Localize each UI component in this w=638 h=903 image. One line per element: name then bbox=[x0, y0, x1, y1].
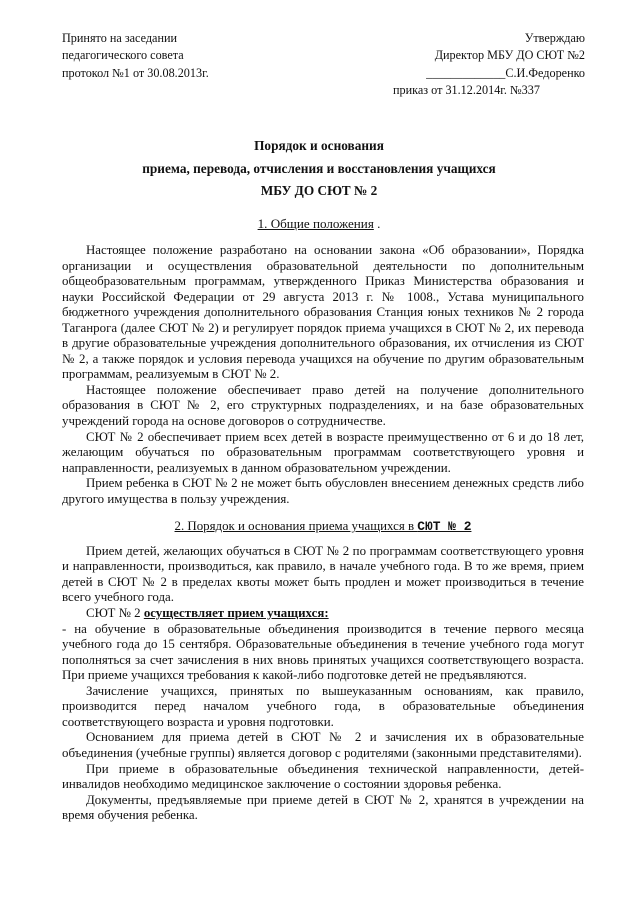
header-right bbox=[375, 30, 585, 100]
signature-line: _____________С.И.Федоренко bbox=[426, 65, 585, 80]
section-1-heading-text: 1. Общие положения bbox=[257, 216, 374, 231]
s2-p2-prefix: СЮТ № 2 bbox=[86, 606, 144, 621]
adopted-line: Принято на заседании bbox=[62, 31, 178, 45]
s2-paragraph-3: - на обучение в образовательные объединения производится в течение первого месяца учебного года до 15 сентября. Образовательные объединения в течение учебного года могут пополняться за счет зачисления в них вновь принятых учащихся соответствующего возраста. При приеме учащихся требования к какой-либо подготовке детей не предъявляются. bbox=[62, 621, 584, 683]
title-line-3: МБУ ДО СЮТ № 2 bbox=[260, 183, 378, 198]
s1-paragraph-3: СЮТ № 2 обеспечивает прием всех детей в возрасте преимущественно от 6 и до 18 лет, желающим обучаться по образовательным программам соответствующего уровня и направленности, реализуемых в данном образовательном учреждении. bbox=[62, 429, 584, 475]
protocol-line: протокол №1 от 30.08.2013г. bbox=[62, 65, 209, 80]
document-body bbox=[62, 243, 584, 824]
header-left bbox=[62, 30, 209, 82]
s2-p2-bold: осуществляет прием учащихся: bbox=[143, 606, 329, 621]
section-1-heading bbox=[0, 216, 638, 232]
title-line-2: приема, перевода, отчисления и восстановления учащихся bbox=[142, 161, 496, 176]
s2-paragraph-4: Зачисление учащихся, принятых по вышеуказанным основаниям, как правило, производится перед началом учебного года, в образовательные объединения соответствующего возраста и уровня подготовки. bbox=[62, 683, 584, 729]
order-line: приказ от 31.12.2014г. №337 bbox=[393, 83, 540, 98]
s2-paragraph-5: Основанием для приема детей в СЮТ № 2 и зачисления их в образовательные объединения (учебные группы) является договор с родителями (законными представителями). bbox=[62, 730, 584, 760]
section-2-heading-text: 2. Порядок и основания приема учащихся в bbox=[174, 519, 418, 534]
approve-line: Утверждаю bbox=[524, 31, 585, 45]
s1-paragraph-4: Прием ребенка в СЮТ № 2 не может быть обусловлен внесением денежных средств либо другого имущества в пользу учреждения. bbox=[62, 476, 584, 506]
s1-paragraph-1: Настоящее положение разработано на основании закона «Об образовании», Порядка организации и осуществления образовательной деятельности по дополнительным общеобразовательным программам, утвержденного Приказ Министерства образования и науки Российской Федерации от 29 августа 2013 г. № 1008., Устава муниципального бюджетного учреждения дополнительного образования Станция юных техников № 2 города Таганрога (далее СЮТ № 2) и регулирует порядок приема учащихся в СЮТ № 2, их перевода в другие образовательные учреждения дополнительного образования, их отчисления из СЮТ № 2, а также порядок и условия перевода учащихся на обучение по другим образовательным программам, реализуемым в СЮТ № 2. bbox=[62, 243, 584, 382]
s1-paragraph-2: Настоящее положение обеспечивает право детей на получение дополнительного образования в СЮТ № 2, его структурных подразделениях, и на базе образовательных учреждений города на основе договоров о сотрудничестве. bbox=[62, 382, 584, 429]
director-line: Директор МБУ ДО СЮТ №2 bbox=[434, 48, 585, 63]
section-1-heading-dot: . bbox=[373, 216, 381, 231]
title-line-1: Порядок и основания bbox=[254, 138, 384, 153]
section-2-heading-org: СЮТ № 2 bbox=[417, 519, 472, 535]
council-line: педагогического совета bbox=[62, 48, 184, 63]
s2-paragraph-7: Документы, предъявляемые при приеме детей в СЮТ № 2, хранятся в учреждении на время обучения ребенка. bbox=[62, 792, 584, 823]
section-2-heading bbox=[62, 519, 584, 535]
s2-paragraph-6: При приеме в образовательные объединения технической направленности, детей-инвалидов необходимо медицинское заключение о состоянии здоровья ребенка. bbox=[62, 761, 584, 792]
s2-paragraph-2 bbox=[62, 606, 584, 622]
s2-paragraph-1: Прием детей, желающих обучаться в СЮТ № 2 по программам соответствующего уровня и направленности, производиться, как правило, в начале учебного года. В то же время, прием детей в СЮТ № 2 в пределах квоты может быть продлен и может производиться в течение всего учебного года. bbox=[62, 543, 584, 605]
